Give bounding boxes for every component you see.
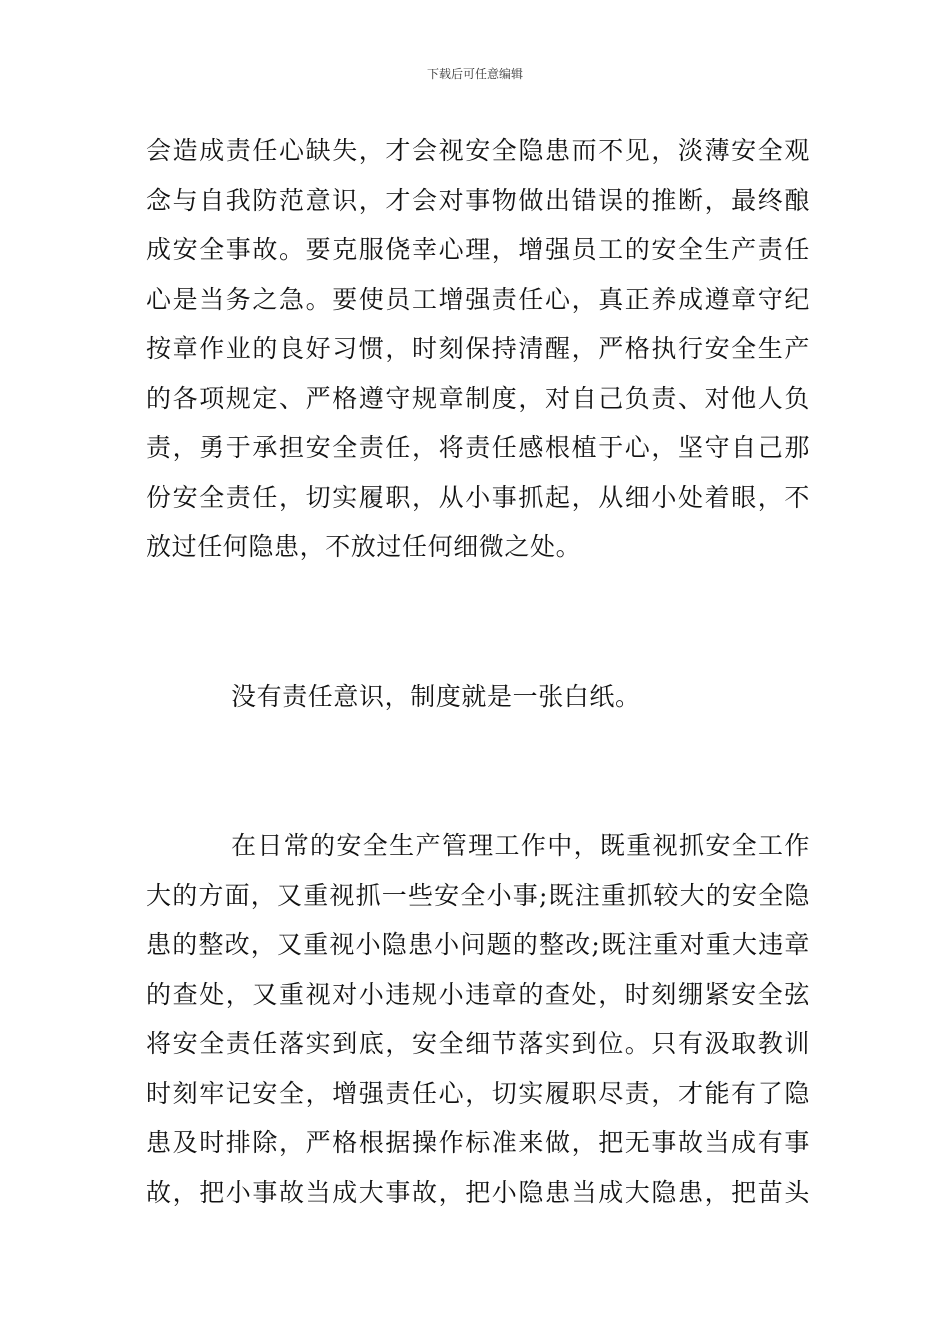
text-line: 大的方面，又重视抓一些安全小事;既注重抓较大的安全隐	[146, 880, 810, 910]
text-line: 会造成责任心缺失，才会视安全隐患而不见，淡薄安全观	[146, 136, 810, 165]
body-paragraph	[146, 821, 810, 1217]
text-line: 心是当务之急。要使员工增强责任心，真正养成遵章守纪	[146, 284, 810, 314]
text-line: 念与自我防范意识，才会对事物做出错误的推断，最终酿	[146, 185, 810, 215]
body-paragraph	[146, 126, 810, 572]
section-heading-paragraph	[146, 672, 810, 722]
text-line: 将安全责任落实到底，安全细节落实到位。只有汲取教训	[146, 1029, 810, 1058]
text-line: 在日常的安全生产管理工作中，既重视抓安全工作	[231, 831, 810, 860]
text-line: 份安全责任，切实履职，从小事抓起，从细小处着眼，不	[146, 482, 810, 512]
text-line: 没有责任意识，制度就是一张白纸。	[231, 682, 641, 711]
text-line: 患及时排除，严格根据操作标准来做，把无事故当成有事	[146, 1128, 810, 1157]
text-line: 故，把小事故当成大事故，把小隐患当成大隐患，把苗头	[146, 1177, 810, 1207]
text-line: 放过任何隐患，不放过任何细微之处。	[146, 532, 582, 561]
page-header: 下载后可任意编辑	[426, 67, 523, 81]
text-line: 时刻牢记安全，增强责任心，切实履职尽责，才能有了隐	[146, 1078, 810, 1108]
text-line: 的查处，又重视对小违规小违章的查处，时刻绷紧安全弦	[146, 979, 810, 1009]
text-line: 患的整改，又重视小隐患小问题的整改;既注重对重大违章	[146, 930, 810, 959]
text-line: 责，勇于承担安全责任，将责任感根植于心，坚守自己那	[146, 433, 810, 462]
text-line: 的各项规定、严格遵守规章制度，对自己负责、对他人负	[146, 383, 810, 413]
text-line: 成安全事故。要克服侥幸心理，增强员工的安全生产责任	[146, 235, 810, 264]
text-line: 按章作业的良好习惯，时刻保持清醒，严格执行安全生产	[146, 334, 810, 363]
